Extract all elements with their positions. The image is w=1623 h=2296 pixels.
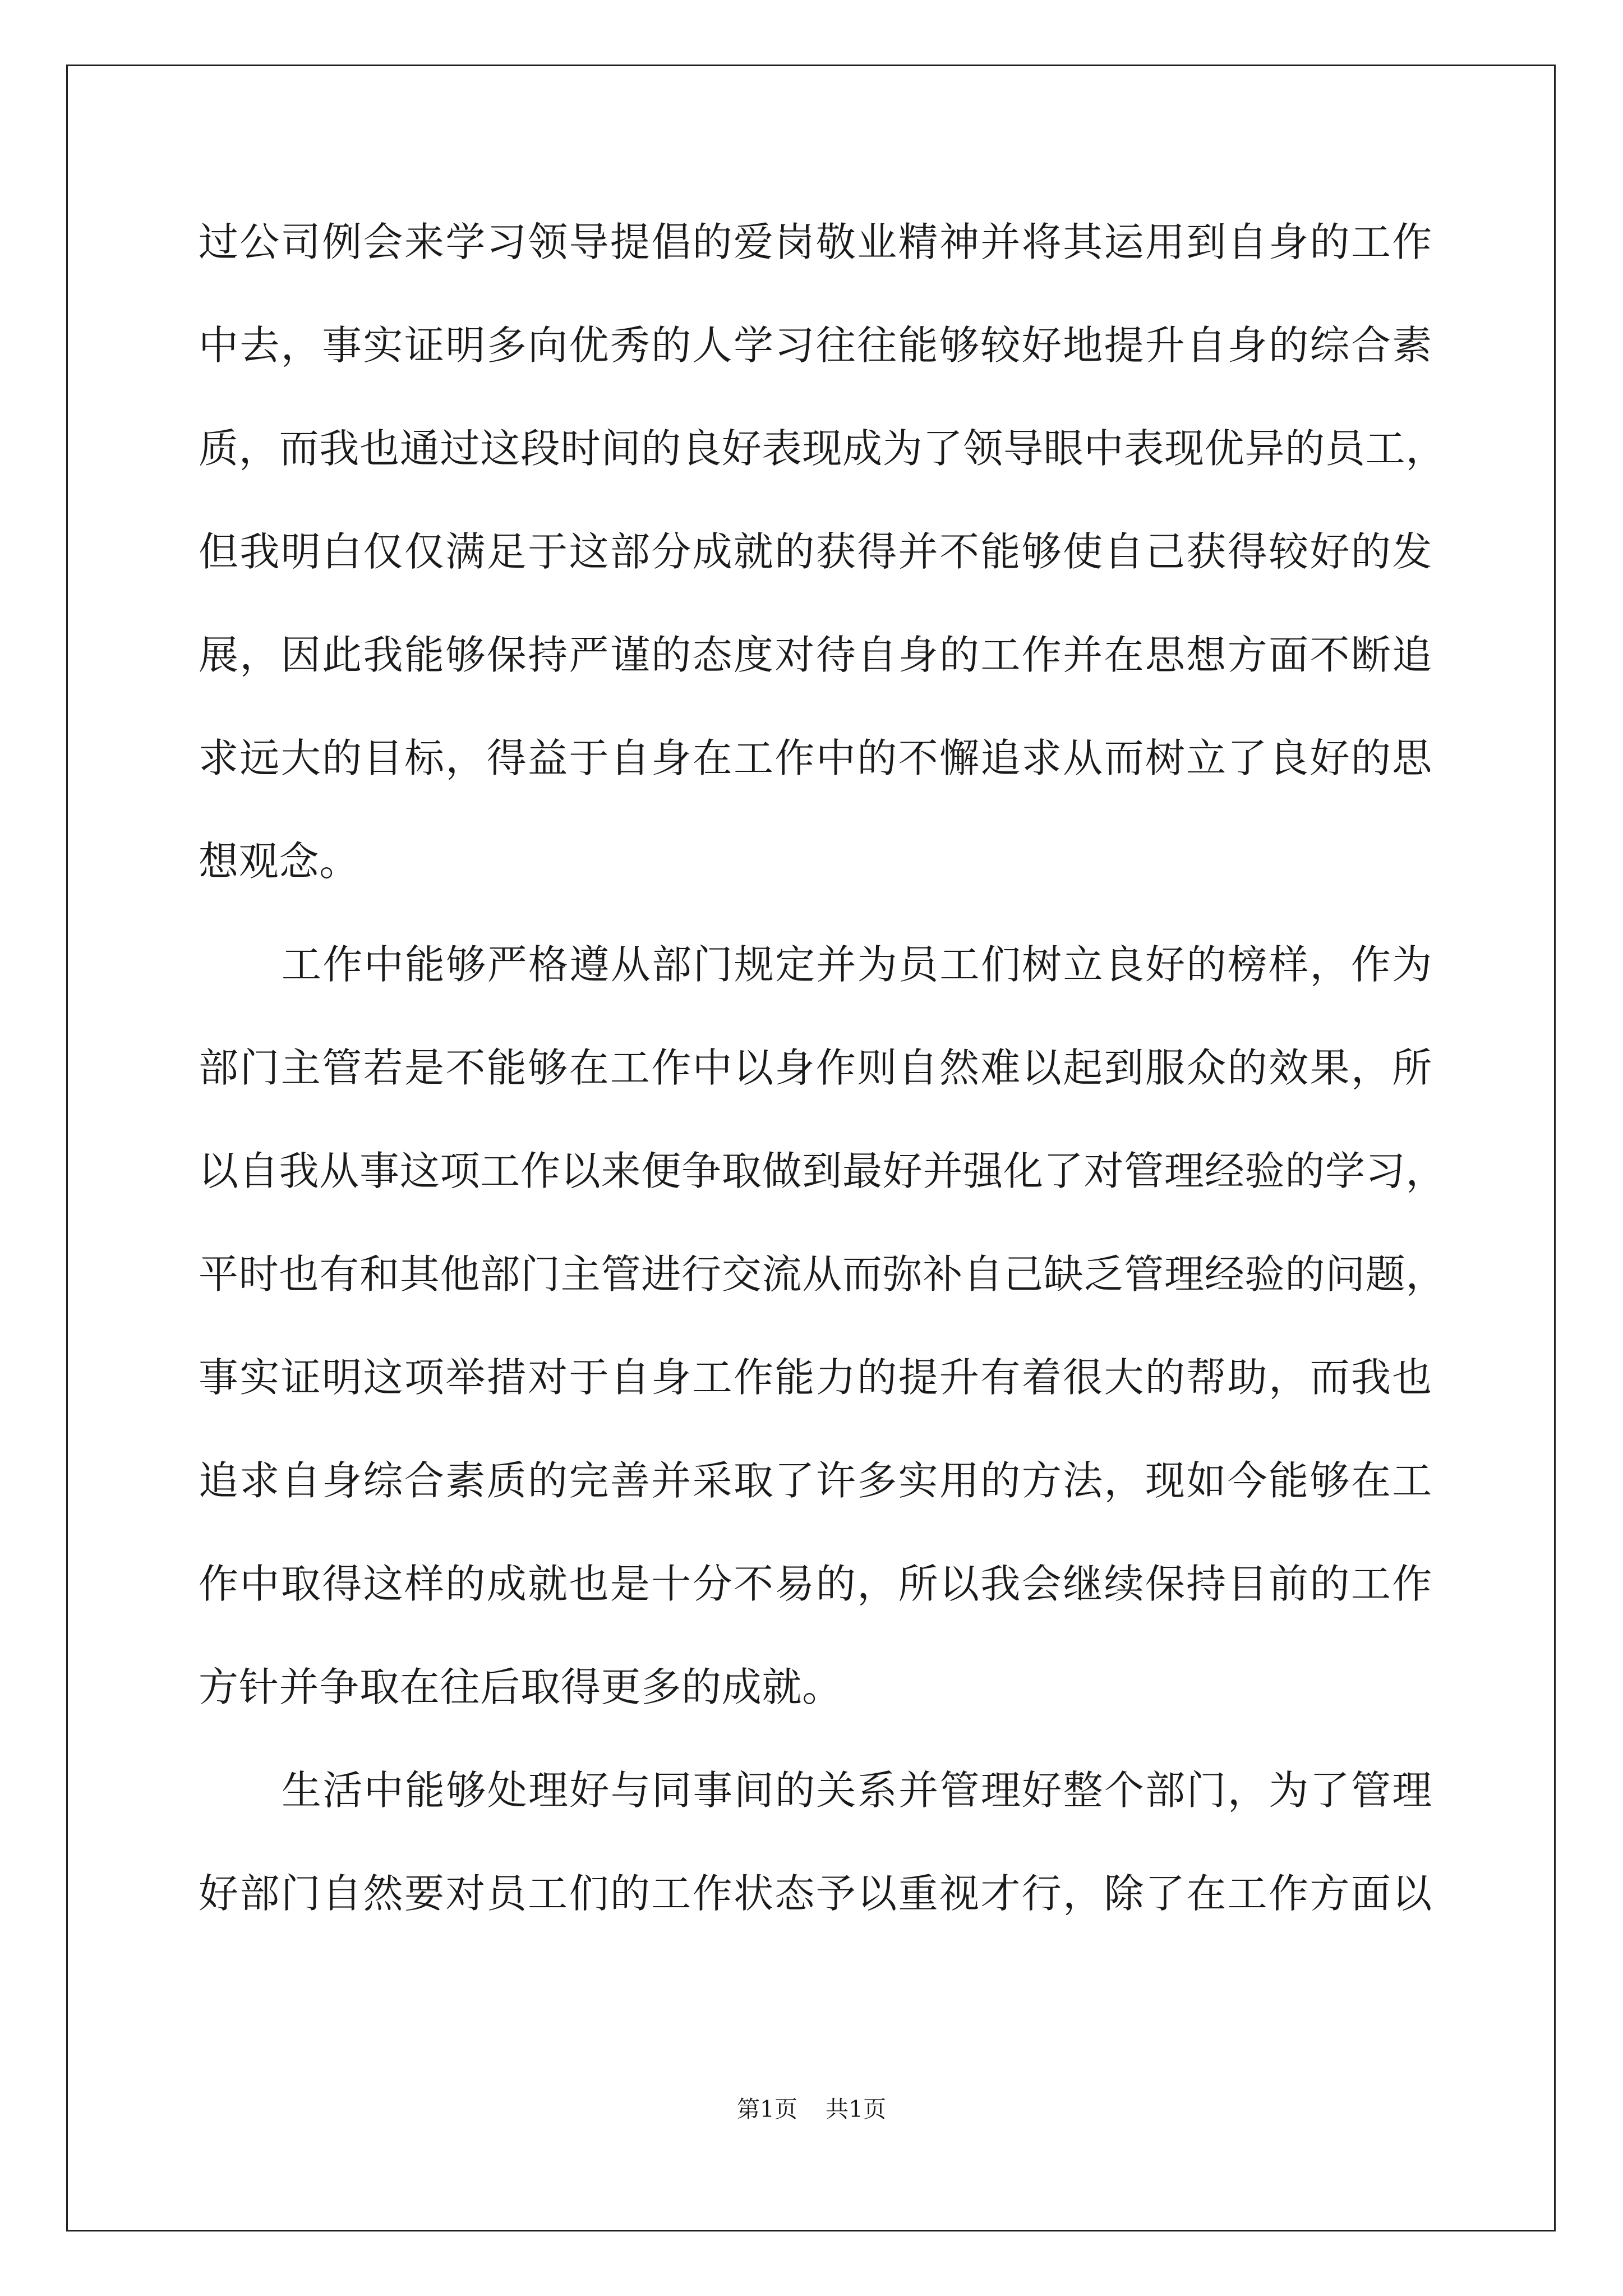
- text-line: 质，而我也通过这段时间的良好表现成为了领导眼中表现优异的员工，: [199, 425, 1446, 472]
- page-total: 共1页: [826, 2096, 887, 2123]
- text-line: 部门主管若是不能够在工作中以身作则自然难以起到服众的效果，所: [199, 1045, 1432, 1091]
- page-number: 第1页: [736, 2096, 797, 2123]
- text-line: 工作中能够严格遵从部门规定并为员工们树立良好的榜样，作为: [282, 941, 1432, 988]
- text-line: 好部门自然要对员工们的工作状态予以重视才行，除了在工作方面以: [199, 1870, 1432, 1917]
- page-footer: [0, 2095, 1623, 2123]
- text-line: 平时也有和其他部门主管进行交流从而弥补自己缺乏管理经验的问题，: [199, 1251, 1446, 1297]
- text-line: 求远大的目标，得益于自身在工作中的不懈追求从而树立了良好的思: [199, 735, 1432, 781]
- text-line: 事实证明这项举措对于自身工作能力的提升有着很大的帮助，而我也: [199, 1354, 1432, 1401]
- text-line: 生活中能够处理好与同事间的关系并管理好整个部门，为了管理: [282, 1767, 1432, 1814]
- text-line: 以自我从事这项工作以来便争取做到最好并强化了对管理经验的学习，: [199, 1148, 1446, 1194]
- text-line: 追求自身综合素质的完善并采取了许多实用的方法，现如今能够在工: [199, 1457, 1432, 1504]
- document-body: [199, 214, 1446, 1969]
- text-line: 方针并争取在往后取得更多的成就。: [199, 1664, 843, 1710]
- text-line: 但我明白仅仅满足于这部分成就的获得并不能够使自己获得较好的发: [199, 528, 1432, 575]
- text-line: 中去，事实证明多向优秀的人学习往往能够较好地提升自身的综合素: [199, 322, 1432, 369]
- text-line: 过公司例会来学习领导提倡的爱岗敬业精神并将其运用到自身的工作: [199, 219, 1432, 265]
- text-line: 展，因此我能够保持严谨的态度对待自身的工作并在思想方面不断追: [199, 632, 1432, 678]
- text-line: 想观念。: [199, 838, 360, 885]
- text-line: 作中取得这样的成就也是十分不易的，所以我会继续保持目前的工作: [199, 1561, 1432, 1607]
